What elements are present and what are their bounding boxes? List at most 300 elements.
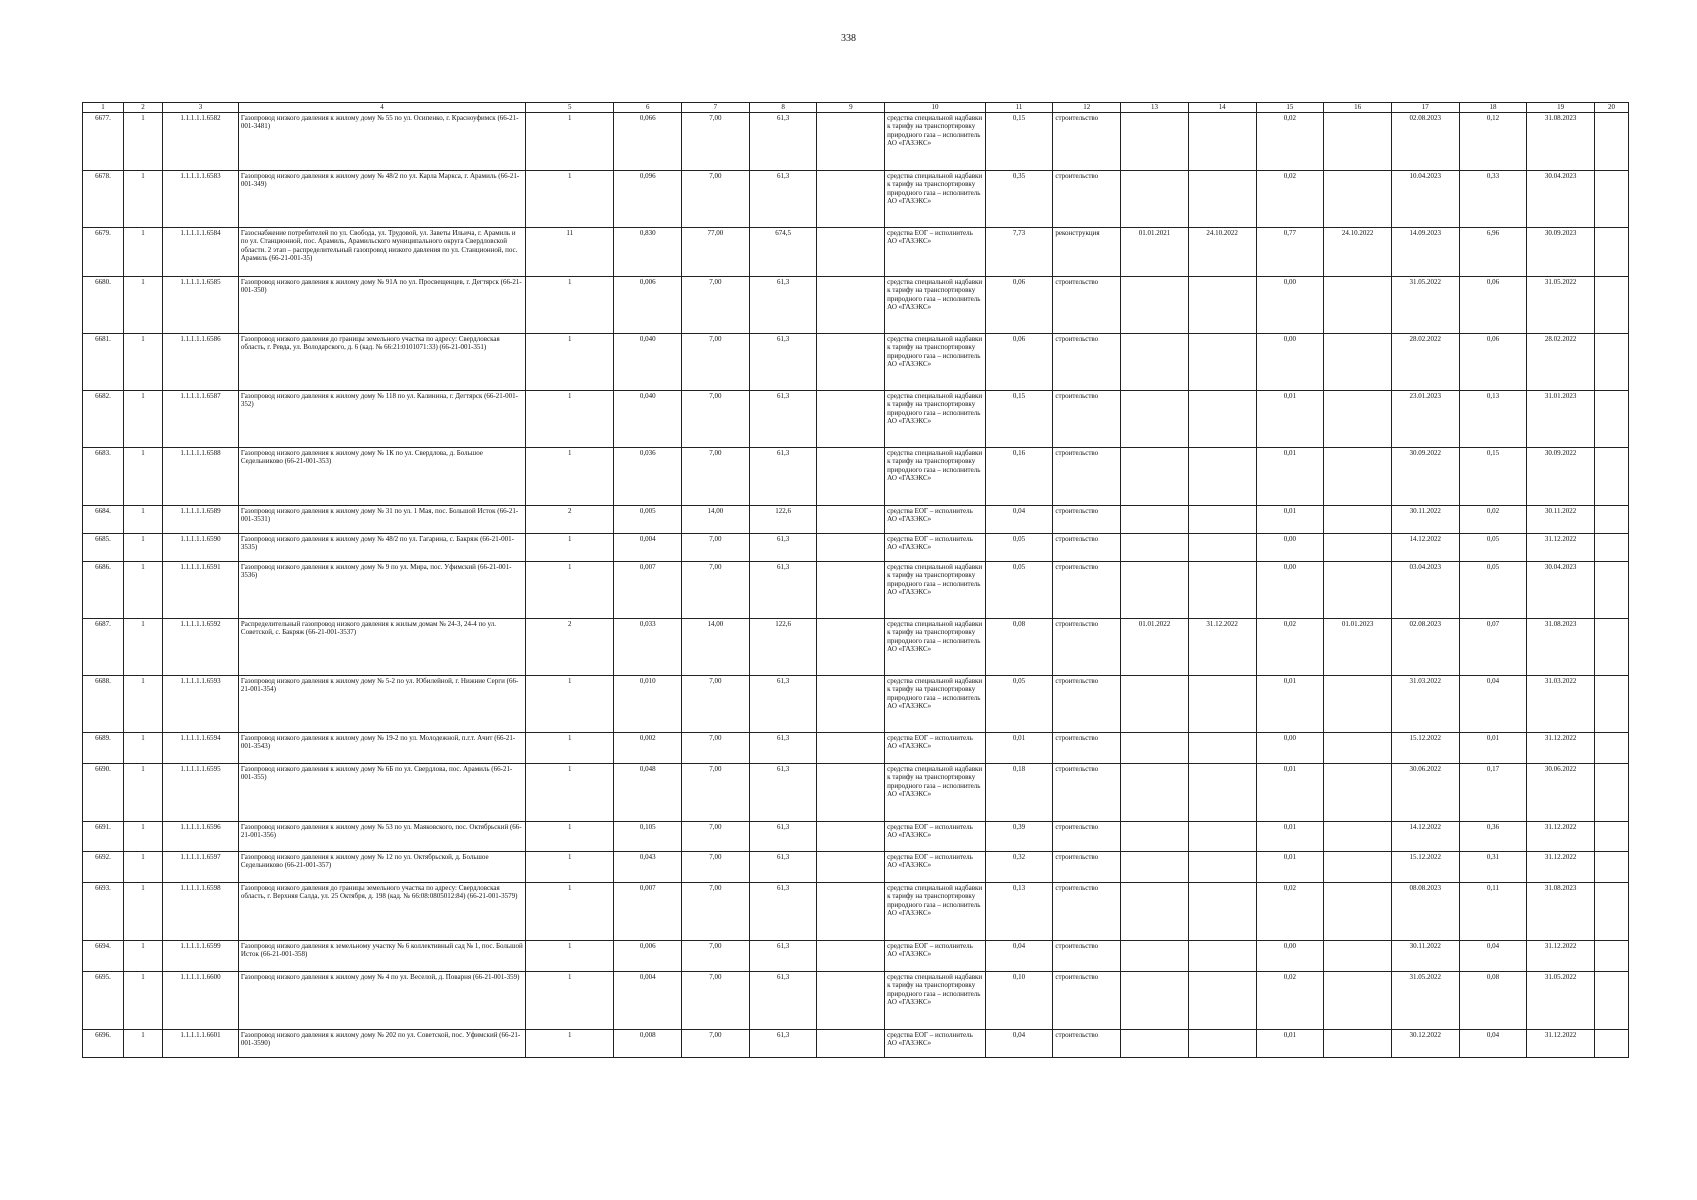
cell-2: 1 bbox=[124, 851, 163, 882]
cell-17: 31.03.2022 bbox=[1391, 675, 1459, 732]
cell-6: 0,004 bbox=[614, 971, 682, 1029]
object-code: 1.1.1.1.1.6589 bbox=[163, 505, 239, 533]
cell-17: 14.12.2022 bbox=[1391, 821, 1459, 851]
work-type: строительство bbox=[1053, 732, 1121, 763]
cell-16 bbox=[1324, 170, 1392, 227]
cell-20 bbox=[1595, 447, 1629, 505]
object-name: Газопровод низкого давления к жилому дому № 4 по ул. Веселой, д. Поварня (66-21-001-359) bbox=[238, 971, 525, 1029]
cell-2: 1 bbox=[124, 533, 163, 561]
object-code: 1.1.1.1.1.6583 bbox=[163, 170, 239, 227]
cell-9 bbox=[817, 851, 885, 882]
object-code: 1.1.1.1.1.6587 bbox=[163, 390, 239, 447]
object-name: Газопровод низкого давления к жилому дому № 55 по ул. Осипенко, г. Красноуфимск (66-21-001-3481) bbox=[238, 112, 525, 170]
cell-9 bbox=[817, 971, 885, 1029]
cell-19: 31.12.2022 bbox=[1527, 821, 1595, 851]
cell-9 bbox=[817, 763, 885, 821]
cell-14 bbox=[1188, 732, 1256, 763]
cell-15: 0,00 bbox=[1256, 533, 1324, 561]
cell-16 bbox=[1324, 1029, 1392, 1057]
cell-9 bbox=[817, 533, 885, 561]
cell-18: 0,04 bbox=[1459, 675, 1527, 732]
cell-8: 674,5 bbox=[749, 227, 817, 276]
cell-6: 0,006 bbox=[614, 940, 682, 971]
cell-8: 61,3 bbox=[749, 882, 817, 940]
object-code: 1.1.1.1.1.6595 bbox=[163, 763, 239, 821]
column-header-14: 14 bbox=[1188, 103, 1256, 113]
object-code: 1.1.1.1.1.6597 bbox=[163, 851, 239, 882]
cell-18: 0,36 bbox=[1459, 821, 1527, 851]
cell-13 bbox=[1121, 732, 1189, 763]
object-code: 1.1.1.1.1.6601 bbox=[163, 1029, 239, 1057]
row-number: 6693. bbox=[83, 882, 124, 940]
cell-11: 0,15 bbox=[985, 390, 1053, 447]
cell-8: 61,3 bbox=[749, 447, 817, 505]
financing-source: средства специальной надбавки к тарифу на транспортировку природного газа – исполнитель АО «ГАЗЭКС» bbox=[885, 971, 986, 1029]
row-number: 6684. bbox=[83, 505, 124, 533]
cell-19: 31.12.2022 bbox=[1527, 732, 1595, 763]
column-header-15: 15 bbox=[1256, 103, 1324, 113]
row-number: 6692. bbox=[83, 851, 124, 882]
cell-11: 0,05 bbox=[985, 675, 1053, 732]
cell-17: 31.05.2022 bbox=[1391, 276, 1459, 333]
cell-2: 1 bbox=[124, 227, 163, 276]
cell-15: 0,00 bbox=[1256, 276, 1324, 333]
cell-11: 0,08 bbox=[985, 618, 1053, 675]
cell-6: 0,830 bbox=[614, 227, 682, 276]
cell-13 bbox=[1121, 821, 1189, 851]
cell-8: 122,6 bbox=[749, 505, 817, 533]
cell-16 bbox=[1324, 447, 1392, 505]
cell-5: 1 bbox=[526, 561, 614, 618]
cell-7: 7,00 bbox=[682, 821, 750, 851]
cell-17: 30.11.2022 bbox=[1391, 940, 1459, 971]
cell-2: 1 bbox=[124, 882, 163, 940]
cell-5: 1 bbox=[526, 447, 614, 505]
object-code: 1.1.1.1.1.6592 bbox=[163, 618, 239, 675]
cell-9 bbox=[817, 940, 885, 971]
financing-source: средства специальной надбавки к тарифу на транспортировку природного газа – исполнитель АО «ГАЗЭКС» bbox=[885, 333, 986, 390]
object-code: 1.1.1.1.1.6586 bbox=[163, 333, 239, 390]
cell-16 bbox=[1324, 675, 1392, 732]
table-row bbox=[83, 851, 1629, 882]
work-type: строительство bbox=[1053, 1029, 1121, 1057]
row-number: 6690. bbox=[83, 763, 124, 821]
cell-19: 31.12.2022 bbox=[1527, 940, 1595, 971]
cell-18: 0,06 bbox=[1459, 333, 1527, 390]
column-header-11: 11 bbox=[985, 103, 1053, 113]
financing-source: средства ЕОГ – исполнитель АО «ГАЗЭКС» bbox=[885, 940, 986, 971]
cell-18: 0,05 bbox=[1459, 561, 1527, 618]
cell-18: 0,17 bbox=[1459, 763, 1527, 821]
cell-19: 28.02.2022 bbox=[1527, 333, 1595, 390]
object-code: 1.1.1.1.1.6598 bbox=[163, 882, 239, 940]
object-name: Газопровод низкого давления к жилому дому № 1К по ул. Свердлова, д. Большое Седельниково (66-21-001-353) bbox=[238, 447, 525, 505]
object-code: 1.1.1.1.1.6588 bbox=[163, 447, 239, 505]
financing-source: средства специальной надбавки к тарифу на транспортировку природного газа – исполнитель АО «ГАЗЭКС» bbox=[885, 390, 986, 447]
cell-11: 0,35 bbox=[985, 170, 1053, 227]
cell-5: 1 bbox=[526, 390, 614, 447]
column-number-header-row bbox=[83, 103, 1629, 113]
cell-16: 24.10.2022 bbox=[1324, 227, 1392, 276]
cell-7: 7,00 bbox=[682, 882, 750, 940]
cell-11: 7,73 bbox=[985, 227, 1053, 276]
object-name: Распределительный газопровод низкого давления к жилым домам № 24-3, 24-4 по ул. Советской, с. Бакряж (66-21-001-3537) bbox=[238, 618, 525, 675]
row-number: 6678. bbox=[83, 170, 124, 227]
cell-6: 0,040 bbox=[614, 390, 682, 447]
cell-11: 0,04 bbox=[985, 1029, 1053, 1057]
cell-8: 61,3 bbox=[749, 561, 817, 618]
cell-17: 30.11.2022 bbox=[1391, 505, 1459, 533]
cell-7: 77,00 bbox=[682, 227, 750, 276]
financing-source: средства специальной надбавки к тарифу на транспортировку природного газа – исполнитель АО «ГАЗЭКС» bbox=[885, 112, 986, 170]
cell-7: 7,00 bbox=[682, 732, 750, 763]
cell-20 bbox=[1595, 227, 1629, 276]
cell-5: 1 bbox=[526, 732, 614, 763]
cell-9 bbox=[817, 170, 885, 227]
cell-19: 30.09.2022 bbox=[1527, 447, 1595, 505]
cell-5: 1 bbox=[526, 112, 614, 170]
cell-15: 0,02 bbox=[1256, 112, 1324, 170]
cell-18: 6,96 bbox=[1459, 227, 1527, 276]
object-name: Газопровод низкого давления к земельному участку № 6 коллективный сад № 1, пос. Большой Исток (66-21-001-358) bbox=[238, 940, 525, 971]
cell-18: 0,04 bbox=[1459, 940, 1527, 971]
cell-20 bbox=[1595, 821, 1629, 851]
cell-19: 31.08.2023 bbox=[1527, 882, 1595, 940]
cell-6: 0,002 bbox=[614, 732, 682, 763]
cell-9 bbox=[817, 882, 885, 940]
cell-15: 0,02 bbox=[1256, 170, 1324, 227]
cell-14 bbox=[1188, 276, 1256, 333]
table-row bbox=[83, 732, 1629, 763]
cell-6: 0,036 bbox=[614, 447, 682, 505]
cell-15: 0,01 bbox=[1256, 763, 1324, 821]
table-row bbox=[83, 505, 1629, 533]
cell-6: 0,008 bbox=[614, 1029, 682, 1057]
cell-19: 30.11.2022 bbox=[1527, 505, 1595, 533]
data-table bbox=[82, 102, 1629, 1058]
cell-11: 0,32 bbox=[985, 851, 1053, 882]
cell-13 bbox=[1121, 561, 1189, 618]
cell-11: 0,18 bbox=[985, 763, 1053, 821]
cell-9 bbox=[817, 618, 885, 675]
table-row bbox=[83, 1029, 1629, 1057]
cell-6: 0,096 bbox=[614, 170, 682, 227]
cell-16 bbox=[1324, 112, 1392, 170]
cell-17: 15.12.2022 bbox=[1391, 732, 1459, 763]
cell-20 bbox=[1595, 732, 1629, 763]
cell-16 bbox=[1324, 276, 1392, 333]
work-type: строительство bbox=[1053, 533, 1121, 561]
cell-19: 31.05.2022 bbox=[1527, 971, 1595, 1029]
row-number: 6689. bbox=[83, 732, 124, 763]
cell-13 bbox=[1121, 505, 1189, 533]
object-name: Газопровод низкого давления к жилому дому № 6Б по ул. Свердлова, пос. Арамиль (66-21-001-355) bbox=[238, 763, 525, 821]
cell-6: 0,040 bbox=[614, 333, 682, 390]
table-row bbox=[83, 333, 1629, 390]
cell-18: 0,07 bbox=[1459, 618, 1527, 675]
cell-7: 7,00 bbox=[682, 675, 750, 732]
column-header-6: 6 bbox=[614, 103, 682, 113]
cell-19: 31.01.2023 bbox=[1527, 390, 1595, 447]
cell-20 bbox=[1595, 618, 1629, 675]
cell-11: 0,04 bbox=[985, 940, 1053, 971]
cell-16 bbox=[1324, 763, 1392, 821]
cell-5: 2 bbox=[526, 618, 614, 675]
cell-16 bbox=[1324, 561, 1392, 618]
row-number: 6685. bbox=[83, 533, 124, 561]
column-header-18: 18 bbox=[1459, 103, 1527, 113]
cell-18: 0,02 bbox=[1459, 505, 1527, 533]
object-name: Газоснабжение потребителей по ул. Свобода, ул. Трудовой, ул. Заветы Ильича, г. Арамиль и по ул. Станционной, пос. Арамиль, Арамильского муниципального округа Свердловской области. 2 этап – распределительный газопровод низкого давления по ул. Станционной, пос. Арамиль (66-21-001-35) bbox=[238, 227, 525, 276]
row-number: 6686. bbox=[83, 561, 124, 618]
cell-20 bbox=[1595, 390, 1629, 447]
cell-8: 61,3 bbox=[749, 821, 817, 851]
cell-14 bbox=[1188, 675, 1256, 732]
cell-8: 122,6 bbox=[749, 618, 817, 675]
cell-17: 02.08.2023 bbox=[1391, 618, 1459, 675]
column-header-9: 9 bbox=[817, 103, 885, 113]
cell-18: 0,04 bbox=[1459, 1029, 1527, 1057]
cell-16 bbox=[1324, 732, 1392, 763]
cell-20 bbox=[1595, 940, 1629, 971]
financing-source: средства ЕОГ – исполнитель АО «ГАЗЭКС» bbox=[885, 505, 986, 533]
cell-8: 61,3 bbox=[749, 971, 817, 1029]
work-type: строительство bbox=[1053, 821, 1121, 851]
table-row bbox=[83, 447, 1629, 505]
row-number: 6695. bbox=[83, 971, 124, 1029]
cell-18: 0,33 bbox=[1459, 170, 1527, 227]
cell-17: 08.08.2023 bbox=[1391, 882, 1459, 940]
cell-13 bbox=[1121, 940, 1189, 971]
cell-8: 61,3 bbox=[749, 940, 817, 971]
cell-7: 7,00 bbox=[682, 170, 750, 227]
cell-15: 0,01 bbox=[1256, 447, 1324, 505]
cell-14 bbox=[1188, 390, 1256, 447]
cell-20 bbox=[1595, 882, 1629, 940]
cell-13 bbox=[1121, 851, 1189, 882]
work-type: строительство bbox=[1053, 675, 1121, 732]
cell-8: 61,3 bbox=[749, 851, 817, 882]
row-number: 6694. bbox=[83, 940, 124, 971]
cell-6: 0,010 bbox=[614, 675, 682, 732]
cell-2: 1 bbox=[124, 821, 163, 851]
column-header-5: 5 bbox=[526, 103, 614, 113]
cell-5: 1 bbox=[526, 533, 614, 561]
work-type: строительство bbox=[1053, 561, 1121, 618]
table-row bbox=[83, 763, 1629, 821]
object-code: 1.1.1.1.1.6590 bbox=[163, 533, 239, 561]
object-name: Газопровод низкого давления к жилому дому № 9 по ул. Мира, пос. Уфимский (66-21-001-3536) bbox=[238, 561, 525, 618]
column-header-3: 3 bbox=[163, 103, 239, 113]
page-number: 338 bbox=[841, 33, 856, 44]
cell-6: 0,105 bbox=[614, 821, 682, 851]
cell-2: 1 bbox=[124, 447, 163, 505]
work-type: строительство bbox=[1053, 971, 1121, 1029]
cell-17: 14.09.2023 bbox=[1391, 227, 1459, 276]
cell-13 bbox=[1121, 112, 1189, 170]
cell-11: 0,16 bbox=[985, 447, 1053, 505]
cell-5: 1 bbox=[526, 821, 614, 851]
cell-17: 30.06.2022 bbox=[1391, 763, 1459, 821]
cell-11: 0,10 bbox=[985, 971, 1053, 1029]
financing-source: средства специальной надбавки к тарифу на транспортировку природного газа – исполнитель АО «ГАЗЭКС» bbox=[885, 170, 986, 227]
cell-6: 0,066 bbox=[614, 112, 682, 170]
cell-13 bbox=[1121, 170, 1189, 227]
cell-11: 0,06 bbox=[985, 276, 1053, 333]
cell-11: 0,01 bbox=[985, 732, 1053, 763]
financing-source: средства специальной надбавки к тарифу на транспортировку природного газа – исполнитель АО «ГАЗЭКС» bbox=[885, 561, 986, 618]
cell-9 bbox=[817, 821, 885, 851]
row-number: 6691. bbox=[83, 821, 124, 851]
cell-9 bbox=[817, 227, 885, 276]
cell-7: 7,00 bbox=[682, 276, 750, 333]
cell-11: 0,39 bbox=[985, 821, 1053, 851]
cell-2: 1 bbox=[124, 170, 163, 227]
cell-2: 1 bbox=[124, 561, 163, 618]
cell-13 bbox=[1121, 447, 1189, 505]
column-header-2: 2 bbox=[124, 103, 163, 113]
cell-14 bbox=[1188, 821, 1256, 851]
cell-19: 31.12.2022 bbox=[1527, 1029, 1595, 1057]
cell-5: 1 bbox=[526, 763, 614, 821]
cell-19: 30.04.2023 bbox=[1527, 561, 1595, 618]
table-row bbox=[83, 533, 1629, 561]
table-row bbox=[83, 882, 1629, 940]
work-type: строительство bbox=[1053, 170, 1121, 227]
cell-19: 31.05.2022 bbox=[1527, 276, 1595, 333]
cell-13 bbox=[1121, 763, 1189, 821]
cell-14 bbox=[1188, 561, 1256, 618]
cell-11: 0,15 bbox=[985, 112, 1053, 170]
cell-15: 0,00 bbox=[1256, 940, 1324, 971]
cell-15: 0,00 bbox=[1256, 333, 1324, 390]
cell-17: 14.12.2022 bbox=[1391, 533, 1459, 561]
object-name: Газопровод низкого давления до границы земельного участка по адресу: Свердловская область, г. Ревда, ул. Володарского, д. 6 (кад. № 66:21:0101071:33) (66-21-001-351) bbox=[238, 333, 525, 390]
cell-14 bbox=[1188, 170, 1256, 227]
cell-7: 7,00 bbox=[682, 561, 750, 618]
table-row bbox=[83, 390, 1629, 447]
cell-8: 61,3 bbox=[749, 1029, 817, 1057]
cell-18: 0,08 bbox=[1459, 971, 1527, 1029]
financing-source: средства ЕОГ – исполнитель АО «ГАЗЭКС» bbox=[885, 851, 986, 882]
cell-14: 31.12.2022 bbox=[1188, 618, 1256, 675]
cell-7: 14,00 bbox=[682, 618, 750, 675]
cell-5: 2 bbox=[526, 505, 614, 533]
financing-source: средства ЕОГ – исполнитель АО «ГАЗЭКС» bbox=[885, 227, 986, 276]
cell-9 bbox=[817, 561, 885, 618]
cell-15: 0,01 bbox=[1256, 1029, 1324, 1057]
cell-19: 31.08.2023 bbox=[1527, 618, 1595, 675]
cell-20 bbox=[1595, 505, 1629, 533]
work-type: строительство bbox=[1053, 112, 1121, 170]
work-type: строительство bbox=[1053, 333, 1121, 390]
column-header-16: 16 bbox=[1324, 103, 1392, 113]
object-code: 1.1.1.1.1.6584 bbox=[163, 227, 239, 276]
cell-16 bbox=[1324, 821, 1392, 851]
cell-6: 0,033 bbox=[614, 618, 682, 675]
object-code: 1.1.1.1.1.6591 bbox=[163, 561, 239, 618]
object-name: Газопровод низкого давления к жилому дому № 53 по ул. Маяковского, пос. Октябрьский (66-21-001-356) bbox=[238, 821, 525, 851]
cell-9 bbox=[817, 447, 885, 505]
cell-9 bbox=[817, 732, 885, 763]
cell-16 bbox=[1324, 533, 1392, 561]
cell-15: 0,02 bbox=[1256, 882, 1324, 940]
cell-11: 0,05 bbox=[985, 561, 1053, 618]
cell-13: 01.01.2021 bbox=[1121, 227, 1189, 276]
cell-2: 1 bbox=[124, 971, 163, 1029]
financing-source: средства специальной надбавки к тарифу на транспортировку природного газа – исполнитель АО «ГАЗЭКС» bbox=[885, 763, 986, 821]
cell-15: 0,01 bbox=[1256, 821, 1324, 851]
cell-7: 7,00 bbox=[682, 112, 750, 170]
cell-6: 0,006 bbox=[614, 276, 682, 333]
cell-16 bbox=[1324, 390, 1392, 447]
cell-18: 0,05 bbox=[1459, 533, 1527, 561]
cell-20 bbox=[1595, 333, 1629, 390]
table-row bbox=[83, 675, 1629, 732]
cell-6: 0,005 bbox=[614, 505, 682, 533]
cell-8: 61,3 bbox=[749, 333, 817, 390]
cell-19: 30.06.2022 bbox=[1527, 763, 1595, 821]
financing-source: средства специальной надбавки к тарифу на транспортировку природного газа – исполнитель АО «ГАЗЭКС» bbox=[885, 447, 986, 505]
cell-8: 61,3 bbox=[749, 763, 817, 821]
cell-2: 1 bbox=[124, 112, 163, 170]
cell-15: 0,00 bbox=[1256, 561, 1324, 618]
financing-source: средства ЕОГ – исполнитель АО «ГАЗЭКС» bbox=[885, 1029, 986, 1057]
table-row bbox=[83, 112, 1629, 170]
cell-13 bbox=[1121, 1029, 1189, 1057]
cell-20 bbox=[1595, 112, 1629, 170]
cell-9 bbox=[817, 276, 885, 333]
financing-source: средства специальной надбавки к тарифу на транспортировку природного газа – исполнитель АО «ГАЗЭКС» bbox=[885, 882, 986, 940]
cell-2: 1 bbox=[124, 618, 163, 675]
cell-7: 7,00 bbox=[682, 533, 750, 561]
cell-2: 1 bbox=[124, 276, 163, 333]
cell-2: 1 bbox=[124, 940, 163, 971]
cell-8: 61,3 bbox=[749, 390, 817, 447]
cell-2: 1 bbox=[124, 1029, 163, 1057]
cell-16 bbox=[1324, 505, 1392, 533]
cell-8: 61,3 bbox=[749, 675, 817, 732]
cell-9 bbox=[817, 675, 885, 732]
cell-9 bbox=[817, 1029, 885, 1057]
object-code: 1.1.1.1.1.6593 bbox=[163, 675, 239, 732]
cell-7: 14,00 bbox=[682, 505, 750, 533]
object-code: 1.1.1.1.1.6596 bbox=[163, 821, 239, 851]
work-type: строительство bbox=[1053, 276, 1121, 333]
object-name: Газопровод низкого давления к жилому дому № 48/2 по ул. Карла Маркса, г. Арамиль (66-21-001-349) bbox=[238, 170, 525, 227]
cell-16 bbox=[1324, 333, 1392, 390]
column-header-4: 4 bbox=[238, 103, 525, 113]
column-header-12: 12 bbox=[1053, 103, 1121, 113]
financing-source: средства специальной надбавки к тарифу на транспортировку природного газа – исполнитель АО «ГАЗЭКС» bbox=[885, 618, 986, 675]
cell-13 bbox=[1121, 276, 1189, 333]
row-number: 6688. bbox=[83, 675, 124, 732]
cell-14 bbox=[1188, 333, 1256, 390]
row-number: 6679. bbox=[83, 227, 124, 276]
cell-15: 0,01 bbox=[1256, 390, 1324, 447]
row-number: 6696. bbox=[83, 1029, 124, 1057]
financing-source: средства ЕОГ – исполнитель АО «ГАЗЭКС» bbox=[885, 821, 986, 851]
cell-5: 1 bbox=[526, 1029, 614, 1057]
cell-20 bbox=[1595, 851, 1629, 882]
cell-2: 1 bbox=[124, 763, 163, 821]
row-number: 6682. bbox=[83, 390, 124, 447]
cell-18: 0,15 bbox=[1459, 447, 1527, 505]
cell-16 bbox=[1324, 971, 1392, 1029]
cell-17: 02.08.2023 bbox=[1391, 112, 1459, 170]
cell-20 bbox=[1595, 763, 1629, 821]
cell-7: 7,00 bbox=[682, 971, 750, 1029]
